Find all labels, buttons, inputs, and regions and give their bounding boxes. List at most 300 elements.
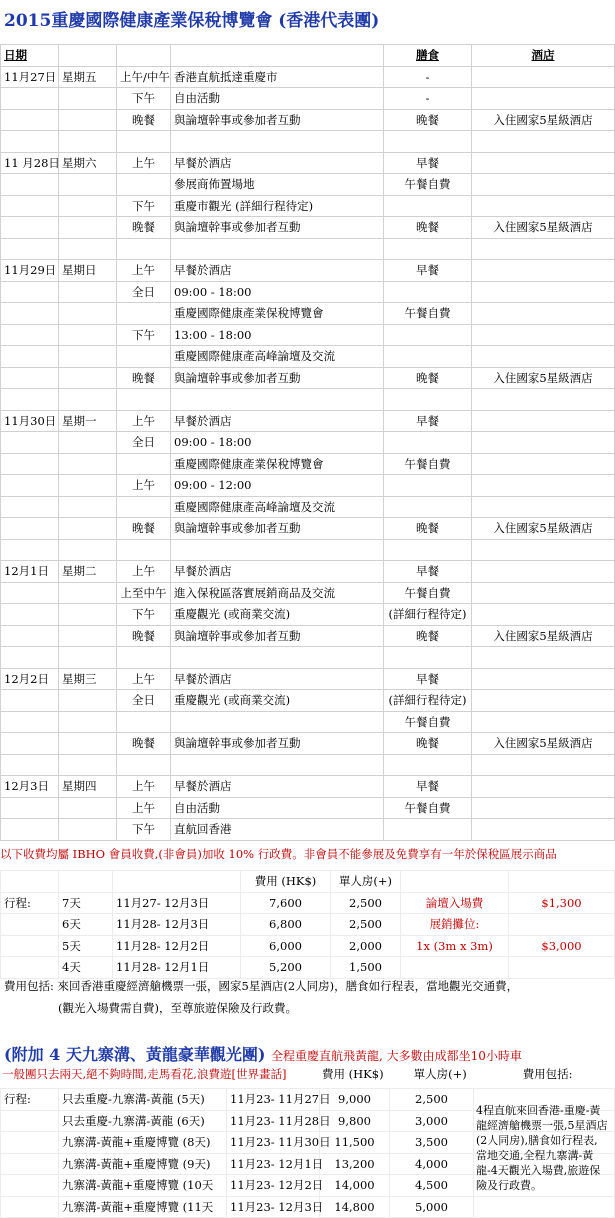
fee-extra-label: 論壇入場費 bbox=[401, 892, 509, 914]
table-row bbox=[1, 776, 615, 798]
hotel-cell bbox=[472, 432, 615, 454]
time-cell: 上午 bbox=[117, 410, 171, 432]
activity-cell bbox=[171, 238, 384, 260]
weekday-cell bbox=[59, 496, 117, 518]
hotel-cell bbox=[472, 260, 615, 282]
fee-row bbox=[1, 914, 615, 936]
meal-cell: (詳細行程待定) bbox=[384, 690, 472, 712]
date-cell bbox=[1, 475, 59, 497]
time-cell bbox=[117, 303, 171, 325]
meal-cell: 晚餐 bbox=[384, 625, 472, 647]
meal-cell: 午餐自費 bbox=[384, 453, 472, 475]
hotel-cell bbox=[472, 453, 615, 475]
activity-cell: 與論壇幹事或參加者互動 bbox=[171, 367, 384, 389]
activity-cell: 參展商佈置場地 bbox=[171, 174, 384, 196]
meal-cell: 晚餐 bbox=[384, 518, 472, 540]
time-cell: 晚餐 bbox=[117, 109, 171, 131]
weekday-cell bbox=[59, 690, 117, 712]
table-row bbox=[1, 389, 615, 411]
weekday-cell bbox=[59, 711, 117, 733]
table-row bbox=[1, 174, 615, 196]
time-cell: 上午 bbox=[117, 152, 171, 174]
table-row bbox=[1, 346, 615, 368]
member-fee-note: 以下收費均屬 IBHO 會員收費,(非會員)加收 10% 行政費。非會員不能參展及免費享有一年於保稅區展示商品 bbox=[0, 847, 557, 861]
date-cell: 11月29日 bbox=[1, 260, 59, 282]
activity-cell: 重慶觀光 (或商業交流) bbox=[171, 690, 384, 712]
date-cell bbox=[1, 754, 59, 776]
activity-cell: 與論壇幹事或參加者互動 bbox=[171, 217, 384, 239]
meal-cell bbox=[384, 539, 472, 561]
time-cell: 全日 bbox=[117, 690, 171, 712]
weekday-cell bbox=[59, 797, 117, 819]
tour-name: 只去重慶-九寨溝-黃龍 (6天) bbox=[59, 1110, 227, 1132]
fee-label bbox=[1, 914, 59, 936]
weekday-cell bbox=[59, 647, 117, 669]
time-cell: 上午 bbox=[117, 475, 171, 497]
weekday-cell bbox=[59, 389, 117, 411]
activity-cell: 重慶國際健康產業保稅博覽會 bbox=[171, 303, 384, 325]
page-title: 2015重慶國際健康產業保稅博覽會 (香港代表團) bbox=[4, 11, 380, 31]
table-row bbox=[1, 238, 615, 260]
date-cell bbox=[1, 539, 59, 561]
weekday-cell: 星期二 bbox=[59, 561, 117, 583]
tour-header: 費用 (HK$) 單人房(+) 費用包括: bbox=[322, 1067, 573, 1081]
date-cell bbox=[1, 367, 59, 389]
hotel-cell bbox=[472, 281, 615, 303]
fee-single: 2,000 bbox=[331, 935, 401, 957]
time-cell bbox=[117, 647, 171, 669]
activity-cell: 09:00 - 18:00 bbox=[171, 281, 384, 303]
hotel-cell bbox=[472, 131, 615, 153]
activity-cell bbox=[171, 131, 384, 153]
table-row bbox=[1, 281, 615, 303]
time-cell: 下午 bbox=[117, 819, 171, 841]
fee-extra-value bbox=[509, 957, 615, 979]
meal-cell bbox=[384, 389, 472, 411]
fee-dates: 11月28- 12月1日 bbox=[113, 957, 241, 979]
time-cell: 晚餐 bbox=[117, 733, 171, 755]
weekday-cell bbox=[59, 195, 117, 217]
hotel-cell bbox=[472, 174, 615, 196]
meal-cell: 晚餐 bbox=[384, 367, 472, 389]
hotel-cell bbox=[472, 66, 615, 88]
fee-single: 2,500 bbox=[331, 914, 401, 936]
table-row bbox=[1, 647, 615, 669]
hotel-cell bbox=[472, 797, 615, 819]
tour-name: 只去重慶-九寨溝-黃龍 (5天) bbox=[59, 1089, 227, 1111]
time-cell bbox=[117, 711, 171, 733]
activity-cell: 與論壇幹事或參加者互動 bbox=[171, 518, 384, 540]
weekday-cell bbox=[59, 432, 117, 454]
meal-cell: - bbox=[384, 88, 472, 110]
tour-name: 九寨溝-黃龍+重慶博覽 (8天) bbox=[59, 1132, 227, 1154]
hotel-cell bbox=[472, 389, 615, 411]
tour-dates: 11月23- 11月30日 bbox=[227, 1132, 320, 1154]
hotel-cell bbox=[472, 539, 615, 561]
fee-table bbox=[0, 870, 615, 979]
meal-cell bbox=[384, 346, 472, 368]
table-row bbox=[1, 797, 615, 819]
fee-body bbox=[1, 892, 615, 978]
itinerary-body bbox=[1, 66, 615, 840]
fee-cost: 7,600 bbox=[241, 892, 331, 914]
fee-extra-value: $3,000 bbox=[509, 935, 615, 957]
table-row bbox=[1, 668, 615, 690]
table-row bbox=[1, 324, 615, 346]
activity-cell: 早餐於酒店 bbox=[171, 152, 384, 174]
activity-cell bbox=[171, 647, 384, 669]
time-cell: 下午 bbox=[117, 195, 171, 217]
table-header bbox=[1, 45, 615, 67]
weekday-cell bbox=[59, 539, 117, 561]
activity-cell: 自由活動 bbox=[171, 88, 384, 110]
date-cell bbox=[1, 238, 59, 260]
weekday-cell: 星期日 bbox=[59, 260, 117, 282]
tour-single: 3,500 bbox=[390, 1132, 474, 1154]
table-row bbox=[1, 561, 615, 583]
date-cell bbox=[1, 389, 59, 411]
activity-cell: 重慶國際健康產業保稅博覽會 bbox=[171, 453, 384, 475]
weekday-cell: 星期三 bbox=[59, 668, 117, 690]
fee-row bbox=[1, 935, 615, 957]
sub-tour-remark: 全程重慶直航飛黃龍, 大多數由成都坐10小時車 bbox=[271, 1049, 522, 1063]
fee-days: 7天 bbox=[59, 892, 113, 914]
time-cell: 上午 bbox=[117, 776, 171, 798]
weekday-cell bbox=[59, 109, 117, 131]
hotel-cell: 入住國家5星級酒店 bbox=[472, 518, 615, 540]
fee-days: 5天 bbox=[59, 935, 113, 957]
fee-single: 2,500 bbox=[331, 892, 401, 914]
hotel-cell bbox=[472, 152, 615, 174]
time-cell bbox=[117, 539, 171, 561]
date-cell bbox=[1, 711, 59, 733]
weekday-cell bbox=[59, 217, 117, 239]
date-cell: 11月27日 bbox=[1, 66, 59, 88]
activity-cell: 早餐於酒店 bbox=[171, 776, 384, 798]
tour-name: 九寨溝-黃龍+重慶博覽 (9天) bbox=[59, 1153, 227, 1175]
hotel-cell bbox=[472, 475, 615, 497]
weekday-cell bbox=[59, 281, 117, 303]
tour-label bbox=[1, 1196, 59, 1218]
itinerary-table bbox=[0, 44, 615, 841]
activity-cell bbox=[171, 754, 384, 776]
fee-row bbox=[1, 892, 615, 914]
activity-cell: 早餐於酒店 bbox=[171, 668, 384, 690]
hotel-cell bbox=[472, 711, 615, 733]
date-cell bbox=[1, 174, 59, 196]
tour-name: 九寨溝-黃龍+重慶博覽 (10天 bbox=[59, 1175, 227, 1197]
hotel-cell bbox=[472, 346, 615, 368]
weekday-cell bbox=[59, 174, 117, 196]
weekday-cell bbox=[59, 453, 117, 475]
activity-cell: 13:00 - 18:00 bbox=[171, 324, 384, 346]
tour-single: 3,000 bbox=[390, 1110, 474, 1132]
fee-cost: 5,200 bbox=[241, 957, 331, 979]
hotel-cell bbox=[472, 303, 615, 325]
date-cell: 12月1日 bbox=[1, 561, 59, 583]
table-row bbox=[1, 754, 615, 776]
meal-cell bbox=[384, 819, 472, 841]
table-row bbox=[1, 303, 615, 325]
meal-cell bbox=[384, 324, 472, 346]
time-cell bbox=[117, 174, 171, 196]
tour-warning: 一般團只去兩天,絕不夠時間,走馬看花,浪費遊[世界畫話] bbox=[2, 1067, 287, 1081]
hotel-cell bbox=[472, 819, 615, 841]
activity-cell: 09:00 - 12:00 bbox=[171, 475, 384, 497]
time-cell: 全日 bbox=[117, 432, 171, 454]
date-cell bbox=[1, 496, 59, 518]
fee-days: 6天 bbox=[59, 914, 113, 936]
tour-single: 4,000 bbox=[390, 1153, 474, 1175]
time-cell bbox=[117, 453, 171, 475]
meal-cell: 午餐自費 bbox=[384, 303, 472, 325]
date-cell bbox=[1, 647, 59, 669]
hotel-cell bbox=[472, 776, 615, 798]
tour-label bbox=[1, 1175, 59, 1197]
date-cell bbox=[1, 797, 59, 819]
fee-label: 行程: bbox=[1, 892, 59, 914]
fee-dates: 11月28- 12月2日 bbox=[113, 935, 241, 957]
meal-cell: 晚餐 bbox=[384, 733, 472, 755]
weekday-cell bbox=[59, 475, 117, 497]
table-row bbox=[1, 539, 615, 561]
activity-cell: 與論壇幹事或參加者互動 bbox=[171, 625, 384, 647]
table-row bbox=[1, 819, 615, 841]
weekday-cell bbox=[59, 604, 117, 626]
includes-line-1: 費用包括: 來回香港重慶經濟艙機票一張，國家5星酒店(2人同房)，膳食如行程表，當地觀光交通費， bbox=[4, 979, 519, 993]
hotel-cell bbox=[472, 561, 615, 583]
activity-cell: 09:00 - 18:00 bbox=[171, 432, 384, 454]
meal-cell: 早餐 bbox=[384, 260, 472, 282]
tour-dates: 11月23- 12月3日 bbox=[227, 1196, 320, 1218]
hotel-cell: 入住國家5星級酒店 bbox=[472, 109, 615, 131]
weekday-cell bbox=[59, 733, 117, 755]
hotel-cell bbox=[472, 647, 615, 669]
fee-cost-header: 費用 (HK$) bbox=[241, 871, 331, 893]
date-cell bbox=[1, 324, 59, 346]
meal-cell: 午餐自費 bbox=[384, 174, 472, 196]
time-cell: 下午 bbox=[117, 604, 171, 626]
weekday-cell: 星期四 bbox=[59, 776, 117, 798]
weekday-cell bbox=[59, 625, 117, 647]
date-cell: 11月30日 bbox=[1, 410, 59, 432]
time-cell: 下午 bbox=[117, 88, 171, 110]
activity-cell: 重慶國際健康產高峰論壇及交流 bbox=[171, 346, 384, 368]
tour-cost: 14,800 bbox=[320, 1196, 390, 1218]
fee-header-row bbox=[1, 871, 615, 893]
hotel-cell bbox=[472, 582, 615, 604]
meal-cell: 早餐 bbox=[384, 776, 472, 798]
tour-name: 九寨溝-黃龍+重慶博覽 (11天 bbox=[59, 1196, 227, 1218]
meal-cell: 早餐 bbox=[384, 410, 472, 432]
time-cell: 全日 bbox=[117, 281, 171, 303]
time-cell: 上午 bbox=[117, 260, 171, 282]
fee-extra-value bbox=[509, 914, 615, 936]
meal-cell: 午餐自費 bbox=[384, 582, 472, 604]
meal-cell: - bbox=[384, 66, 472, 88]
fee-label bbox=[1, 957, 59, 979]
activity-cell bbox=[171, 539, 384, 561]
time-cell bbox=[117, 238, 171, 260]
table-row bbox=[1, 131, 615, 153]
meal-cell bbox=[384, 131, 472, 153]
date-cell bbox=[1, 195, 59, 217]
fee-dates: 11月27- 12月3日 bbox=[113, 892, 241, 914]
table-row bbox=[1, 367, 615, 389]
fee-cost: 6,000 bbox=[241, 935, 331, 957]
weekday-cell bbox=[59, 582, 117, 604]
table-row bbox=[1, 625, 615, 647]
table-row bbox=[1, 604, 615, 626]
date-cell bbox=[1, 217, 59, 239]
fee-single: 1,500 bbox=[331, 957, 401, 979]
tour-cost: 11,500 bbox=[320, 1132, 390, 1154]
meal-cell: 晚餐 bbox=[384, 217, 472, 239]
activity-cell: 早餐於酒店 bbox=[171, 561, 384, 583]
time-cell bbox=[117, 346, 171, 368]
weekday-cell bbox=[59, 518, 117, 540]
date-cell bbox=[1, 518, 59, 540]
weekday-cell: 星期一 bbox=[59, 410, 117, 432]
date-cell bbox=[1, 733, 59, 755]
table-row bbox=[1, 152, 615, 174]
meal-cell: 早餐 bbox=[384, 668, 472, 690]
tour-includes: 4程直航來回香港-重慶-黃龍經濟艙機票一張,5星酒店(2人同房),膳食如行程表,當地交通,全程九寨溝-黃龍-4天觀光入場費,旅遊保險及行政費。 bbox=[476, 1104, 608, 1192]
tour-spacer bbox=[474, 1196, 615, 1218]
weekday-cell bbox=[59, 367, 117, 389]
activity-cell: 進入保稅區落實展銷商品及交流 bbox=[171, 582, 384, 604]
hotel-header: 酒店 bbox=[472, 45, 615, 67]
tour-cost: 14,000 bbox=[320, 1175, 390, 1197]
weekday-cell bbox=[59, 346, 117, 368]
table-row bbox=[1, 109, 615, 131]
tour-single: 2,500 bbox=[390, 1089, 474, 1111]
date-cell bbox=[1, 281, 59, 303]
weekday-cell: 星期五 bbox=[59, 66, 117, 88]
date-cell bbox=[1, 432, 59, 454]
fee-cost: 6,800 bbox=[241, 914, 331, 936]
hotel-cell: 入住國家5星級酒店 bbox=[472, 367, 615, 389]
weekday-cell bbox=[59, 303, 117, 325]
hotel-cell bbox=[472, 754, 615, 776]
meal-cell: 早餐 bbox=[384, 152, 472, 174]
meal-cell bbox=[384, 432, 472, 454]
fee-extra-value: $1,300 bbox=[509, 892, 615, 914]
activity-cell: 與論壇幹事或參加者互動 bbox=[171, 109, 384, 131]
activity-cell: 自由活動 bbox=[171, 797, 384, 819]
table-row bbox=[1, 195, 615, 217]
fee-label bbox=[1, 935, 59, 957]
tour-cost: 13,200 bbox=[320, 1153, 390, 1175]
table-row bbox=[1, 711, 615, 733]
table-row bbox=[1, 66, 615, 88]
date-header: 日期 bbox=[1, 45, 59, 67]
activity-cell: 早餐於酒店 bbox=[171, 260, 384, 282]
activity-cell: 重慶市觀光 (詳細行程待定) bbox=[171, 195, 384, 217]
fee-extra-label: 展銷攤位: bbox=[401, 914, 509, 936]
hotel-cell: 入住國家5星級酒店 bbox=[472, 625, 615, 647]
date-cell: 12月2日 bbox=[1, 668, 59, 690]
tour-single: 5,000 bbox=[390, 1196, 474, 1218]
time-cell: 下午 bbox=[117, 324, 171, 346]
meal-cell bbox=[384, 647, 472, 669]
meal-cell bbox=[384, 195, 472, 217]
time-cell: 晚餐 bbox=[117, 518, 171, 540]
fee-single-header: 單人房(+) bbox=[331, 871, 401, 893]
hotel-cell bbox=[472, 238, 615, 260]
date-cell: 11 月28日 bbox=[1, 152, 59, 174]
weekday-cell bbox=[59, 238, 117, 260]
meal-cell: 午餐自費 bbox=[384, 711, 472, 733]
fee-extra-label: 1x (3m x 3m) bbox=[401, 935, 509, 957]
tour-row bbox=[1, 1196, 615, 1218]
table-row bbox=[1, 690, 615, 712]
hotel-cell bbox=[472, 410, 615, 432]
meal-cell: 晚餐 bbox=[384, 109, 472, 131]
table-row bbox=[1, 217, 615, 239]
table-row bbox=[1, 410, 615, 432]
date-cell bbox=[1, 625, 59, 647]
tour-dates: 11月23- 11月27日 bbox=[227, 1089, 320, 1111]
date-cell bbox=[1, 88, 59, 110]
tour-dates: 11月23- 11月28日 bbox=[227, 1110, 320, 1132]
fee-extra-label bbox=[401, 957, 509, 979]
time-cell: 上午/中午 bbox=[117, 66, 171, 88]
date-cell: 12月3日 bbox=[1, 776, 59, 798]
hotel-cell: 入住國家5星級酒店 bbox=[472, 217, 615, 239]
fee-row bbox=[1, 957, 615, 979]
tour-label: 行程: bbox=[1, 1089, 59, 1111]
sub-tour-title: (附加 4 天九寨溝、黃龍豪華觀光團) 全程重慶直航飛黃龍, 大多數由成都坐10小時車 bbox=[4, 1045, 522, 1064]
includes-line-2: (觀光入場費需自費)，至尊旅遊保險及行政費。 bbox=[58, 1001, 297, 1015]
tour-label bbox=[1, 1110, 59, 1132]
hotel-cell bbox=[472, 668, 615, 690]
activity-cell: 重慶國際健康產高峰論壇及交流 bbox=[171, 496, 384, 518]
time-cell bbox=[117, 754, 171, 776]
time-cell: 上至中午 bbox=[117, 582, 171, 604]
meal-cell bbox=[384, 496, 472, 518]
time-cell: 晚餐 bbox=[117, 625, 171, 647]
tour-dates: 11月23- 12月2日 bbox=[227, 1175, 320, 1197]
weekday-cell bbox=[59, 324, 117, 346]
time-cell: 晚餐 bbox=[117, 217, 171, 239]
tour-dates: 11月23- 12月1日 bbox=[227, 1153, 320, 1175]
table-row bbox=[1, 733, 615, 755]
table-row bbox=[1, 475, 615, 497]
activity-cell: 重慶觀光 (或商業交流) bbox=[171, 604, 384, 626]
meal-header: 膳食 bbox=[384, 45, 472, 67]
fee-days: 4天 bbox=[59, 957, 113, 979]
weekday-cell bbox=[59, 131, 117, 153]
meal-cell: 午餐自費 bbox=[384, 797, 472, 819]
hotel-cell bbox=[472, 88, 615, 110]
meal-cell bbox=[384, 281, 472, 303]
table-row bbox=[1, 260, 615, 282]
date-cell bbox=[1, 604, 59, 626]
time-cell bbox=[117, 389, 171, 411]
time-cell: 上午 bbox=[117, 668, 171, 690]
tour-single: 4,500 bbox=[390, 1175, 474, 1197]
table-row bbox=[1, 432, 615, 454]
weekday-cell bbox=[59, 88, 117, 110]
meal-cell bbox=[384, 754, 472, 776]
meal-cell bbox=[384, 475, 472, 497]
date-cell bbox=[1, 582, 59, 604]
date-cell bbox=[1, 819, 59, 841]
date-cell bbox=[1, 131, 59, 153]
table-row bbox=[1, 496, 615, 518]
date-cell bbox=[1, 303, 59, 325]
